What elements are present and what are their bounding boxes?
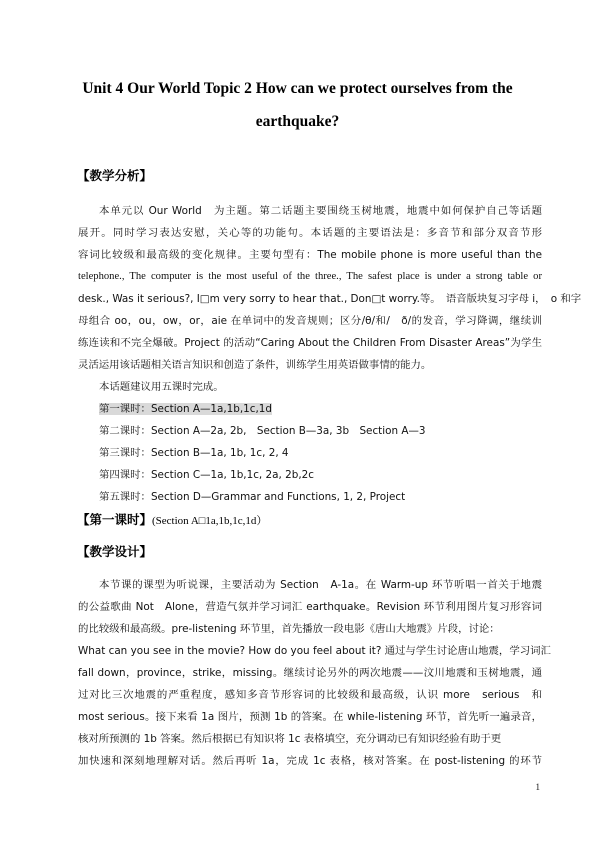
page-number: 1 (535, 782, 540, 792)
document-title-line-1: Unit 4 Our World Topic 2 How can we protect ourselves from the (82, 80, 513, 97)
analysis-line-6: 母组合 oo，ou，ow，or，aie 在单词中的发音规则；区分/θ/和/ ð/的发音，学习降调，继续训 (78, 315, 542, 327)
design-line-5: fall down，province，strike，missing。继续讨论另外的两次地震——汶川地震和玉树地震，通 (78, 667, 542, 679)
analysis-line-4: telephone., The computer is the most useful of the three., The safest place is under a strong table or (78, 271, 542, 282)
analysis-line-2: 展开。同时学习表达安慰，关心等的功能句。本话题的主要语法是：多音节和部分双音节形 (78, 227, 542, 239)
design-line-2: 的公益歌曲 Not Alone，营造气氛并学习词汇 earthquake。Revision 环节利用图片复习形容词 (78, 601, 542, 613)
design-line-6: 过对比三次地震的严重程度，感知多音节形容词的比较级和最高级，认识 more serious 和 (78, 689, 542, 701)
period-2: 第二课时：Section A—2a, 2b, Section B—3a, 3b Section A—3 (99, 425, 426, 437)
period-3: 第三课时：Section B—1a, 1b, 1c, 2, 4 (99, 447, 289, 459)
analysis-line-1: 本单元以 Our World 为主题。第二话题主要围绕玉树地震，地震中如何保护自己等话题 (99, 205, 542, 217)
analysis-line-5: desk., Was it serious?, I□m very sorry to hear that., Don□t worry.等。 语音版块复习字母 i， o 和字 (78, 293, 582, 305)
section-heading-design: 【教学设计】 (77, 544, 153, 559)
period-4: 第四课时：Section C—1a, 1b,1c, 2a, 2b,2c (99, 469, 314, 481)
design-line-7: most serious。接下来看 1a 图片，预测 1b 的答案。在 while-listening 环节，首先听一遍录音， (78, 711, 542, 723)
design-line-8: 核对所预测的 1b 答案。然后根据已有知识将 1c 表格填空，充分调动已有知识经验有助于更 (78, 733, 502, 745)
lesson-count-note: 本话题建议用五课时完成。 (99, 381, 224, 393)
period-1-highlight: 第一课时：Section A—1a,1b,1c,1d (99, 403, 272, 415)
section-heading-analysis: 【教学分析】 (77, 168, 153, 183)
period-5: 第五课时：Section D—Grammar and Functions, 1, 2, Project (99, 491, 406, 503)
first-period-label: 【第一课时】 (77, 512, 153, 527)
section-heading-first-period (77, 510, 267, 528)
design-line-3: 的比较级和最高级。pre-listening 环节里，首先播放一段电影《唐山大地震》片段，讨论： (78, 623, 500, 635)
document-title-line-2: earthquake? (255, 113, 340, 130)
analysis-line-3: 容词比较级和最高级的变化规律。主要句型有：The mobile phone is more useful than the (78, 249, 542, 261)
design-line-1: 本节课的课型为听说课，主要活动为 Section A-1a。在 Warm-up 环节听唱一首关于地震 (99, 579, 542, 591)
analysis-line-8: 灵活运用该话题相关语言知识和创造了条件，训练学生用英语做事情的能力。 (78, 359, 432, 371)
design-line-9: 加快速和深刻地理解对话。然后再听 1a，完成 1c 表格，核对答案。在 post-listening 的环节 (78, 755, 542, 767)
period-1 (78, 402, 272, 416)
design-line-4: What can you see in the movie? How do you feel about it? 通过与学生讨论唐山地震，学习词汇 (78, 645, 551, 657)
first-period-sections: (Section A□1a,1b,1c,1d） (152, 515, 268, 527)
analysis-line-7: 练连读和不完全爆破。Project 的活动“Caring About the Children From Disaster Areas”为学生 (78, 337, 542, 349)
